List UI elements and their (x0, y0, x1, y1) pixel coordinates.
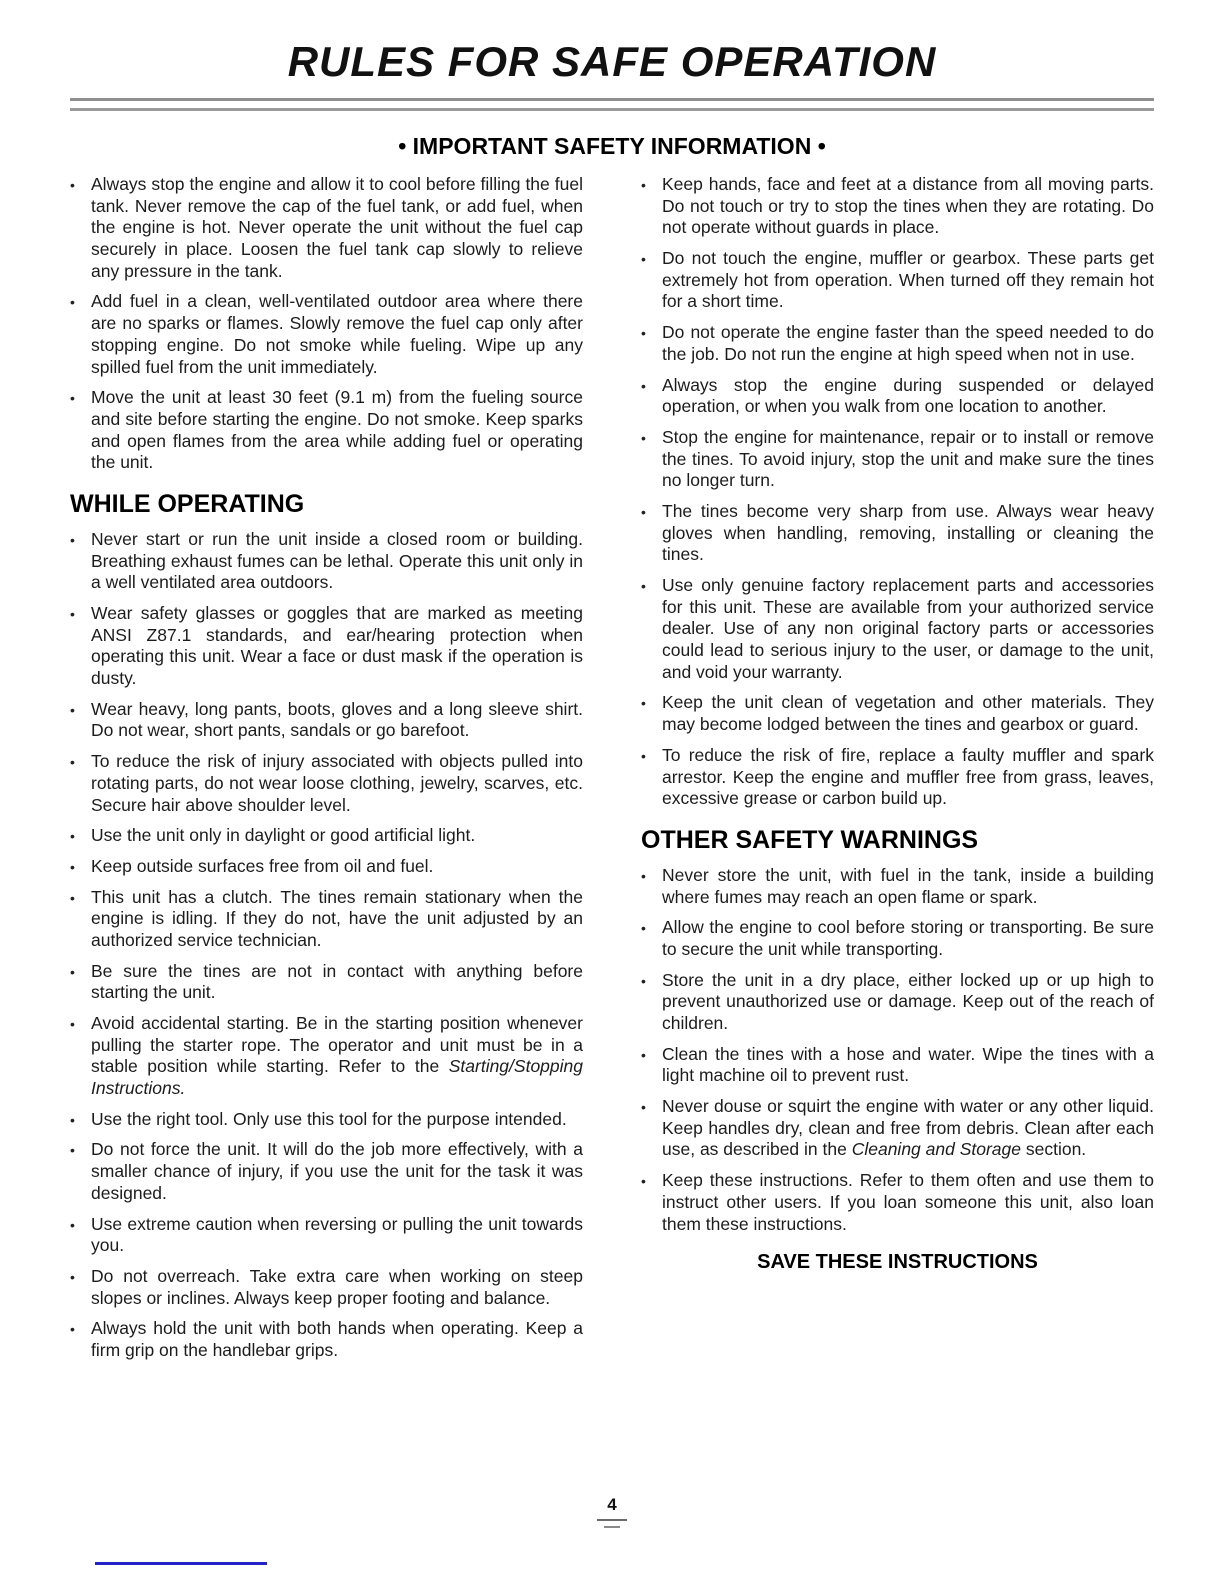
bullet-icon: • (70, 858, 75, 875)
bullet-icon: • (641, 747, 646, 764)
page-number-tick (604, 1526, 620, 1528)
rule-text: Never douse or squirt the engine with water or any other liquid. Keep handles dry, clean and free from debris. Clean after each use, as described in the Cleaning and Storage section. (662, 1096, 1154, 1160)
safety-rule-item (70, 1318, 583, 1361)
rule-text: Use the unit only in daylight or good artificial light. (91, 825, 476, 846)
safety-rule-item (641, 174, 1154, 239)
safety-rule-item (641, 1044, 1154, 1087)
safety-rule-item (70, 529, 583, 594)
title-divider-bottom (70, 108, 1154, 111)
save-these-instructions: SAVE THESE INSTRUCTIONS (757, 1251, 1038, 1274)
rule-text: Do not touch the engine, muffler or gearbox. These parts get extremely hot from operation. When turned off they remain hot for a short time. (662, 248, 1154, 312)
bullet-icon: • (641, 377, 646, 394)
safety-rule-item (641, 970, 1154, 1035)
bullet-icon: • (70, 294, 75, 311)
bullet-icon: • (70, 177, 75, 193)
safety-rule-item (70, 1013, 583, 1100)
rule-text: Always hold the unit with both hands when operating. Keep a firm grip on the handlebar grips. (91, 1318, 583, 1360)
bullet-icon: • (70, 963, 75, 980)
safety-rule-item (641, 248, 1154, 313)
fueling-rules-list (70, 174, 583, 474)
rule-text: Allow the engine to cool before storing or transporting. Be sure to secure the unit while transporting. (662, 917, 1154, 959)
rule-text: Do not overreach. Take extra care when working on steep slopes or inclines. Always keep proper footing and balance. (91, 1265, 583, 1308)
bottom-link-underline (95, 1562, 267, 1565)
rule-text: Store the unit in a dry place, either locked up or up high to prevent unauthorized use or damage. Keep out of the reach of children. (662, 969, 1154, 1033)
rule-text: Never start or run the unit inside a closed room or building. Breathing exhaust fumes can be lethal. Operate this unit only in a well ventilated area outdoors. (91, 528, 583, 593)
rule-text: Keep outside surfaces free from oil and fuel. (91, 855, 434, 876)
safety-rule-item (70, 825, 583, 847)
rule-text: Use only genuine factory replacement parts and accessories for this unit. These are available from your authorized service dealer. Use of any non original factory parts or accessories could lead to serious injury to the user, or damage to the unit, and void your warranty. (662, 575, 1154, 682)
rule-text: To reduce the risk of fire, replace a faulty muffler and spark arrestor. Keep the engine and muffler free from grass, leaves, excessive grease or carbon build up. (662, 744, 1154, 809)
bullet-icon: • (641, 503, 646, 520)
safety-rule-item (70, 174, 583, 282)
bullet-icon: • (70, 889, 75, 906)
bullet-icon: • (641, 1173, 646, 1190)
rule-text: Do not operate the engine faster than the speed needed to do the job. Do not run the engine at high speed when not in use. (662, 322, 1154, 364)
rule-text: Keep these instructions. Refer to them often and use them to instruct other users. If you loan someone this unit, also loan them these instructions. (662, 1170, 1154, 1234)
right-column (641, 174, 1154, 1371)
bullet-icon: • (70, 390, 75, 407)
rule-text: Be sure the tines are not in contact with anything before starting the unit. (91, 960, 583, 1003)
bullet-icon: • (70, 828, 75, 845)
safety-rule-item (641, 322, 1154, 365)
rule-text: Use the right tool. Only use this tool for the purpose intended. (91, 1108, 567, 1129)
safety-rule-item (641, 1096, 1154, 1161)
rule-text: Keep hands, face and feet at a distance from all moving parts. Do not touch or try to stop the tines when they are rotating. Do not operate without guards in place. (662, 174, 1154, 238)
two-column-body (0, 174, 1224, 1371)
bullet-icon: • (70, 531, 75, 548)
bullet-icon: • (641, 867, 646, 884)
bullet-icon: • (641, 251, 646, 268)
operating-rules-list (70, 529, 583, 1362)
bullet-icon: • (70, 701, 75, 718)
rule-text: Clean the tines with a hose and water. Wipe the tines with a light machine oil to prevent rust. (662, 1043, 1154, 1086)
safety-rule-item (70, 603, 583, 690)
safety-rule-item (641, 865, 1154, 908)
safety-rule-item (70, 291, 583, 378)
page-footer (0, 1495, 1224, 1528)
bullet-icon: • (70, 1268, 75, 1285)
safety-rule-item (70, 1214, 583, 1257)
bullet-icon: • (70, 1321, 75, 1338)
safety-rule-item (641, 1170, 1154, 1235)
bullet-icon: • (641, 1046, 646, 1063)
left-column (70, 174, 583, 1371)
bullet-icon: • (70, 1016, 75, 1032)
important-safety-heading: • IMPORTANT SAFETY INFORMATION • (398, 133, 826, 159)
safety-rule-item (70, 1266, 583, 1309)
safety-rule-item (641, 575, 1154, 683)
rule-text: Move the unit at least 30 feet (9.1 m) from the fueling source and site before starting the engine. Do not smoke. Keep sparks and open flames from the area while adding fuel or operating the unit. (91, 387, 583, 473)
rule-text: This unit has a clutch. The tines remain stationary when the engine is idling. If they do not, have the unit adjusted by an authorized service technician. (91, 886, 583, 950)
while-operating-heading: WHILE OPERATING (70, 489, 305, 518)
rule-text: Do not force the unit. It will do the job more effectively, with a smaller chance of injury, if you use the unit for the task it was designed. (91, 1139, 583, 1203)
rule-text: Wear heavy, long pants, boots, gloves and a long sleeve shirt. Do not wear, short pants, sandals or go barefoot. (91, 698, 583, 741)
safety-rule-item (70, 856, 583, 878)
page-number-underline (597, 1519, 627, 1521)
bullet-icon: • (641, 695, 646, 712)
rule-text: Always stop the engine and allow it to cool before filling the fuel tank. Never remove the cap of the fuel tank, or add fuel, when the engine is hot. Never operate the unit without the fuel cap securely in place. Loosen the fuel tank cap slowly to relieve any pressure in the tank. (91, 174, 583, 281)
bullet-icon: • (641, 177, 646, 193)
bullet-icon: • (70, 754, 75, 771)
rule-text: To reduce the risk of injury associated with objects pulled into rotating parts, do not wear loose clothing, jewelry, scarves, etc. Secure hair above shoulder level. (91, 751, 583, 815)
safety-rule-item (641, 501, 1154, 566)
safety-rule-item (641, 692, 1154, 735)
page-title: RULES FOR SAFE OPERATION (287, 38, 937, 85)
other-safety-warnings-heading: OTHER SAFETY WARNINGS (641, 825, 979, 854)
rule-text: Always stop the engine during suspended or delayed operation, or when you walk from one location to another. (662, 374, 1154, 417)
safety-rule-item (641, 375, 1154, 418)
bullet-icon: • (641, 429, 646, 446)
safety-rule-item (70, 1109, 583, 1131)
safety-rule-item (70, 751, 583, 816)
page-number: 4 (607, 1495, 617, 1514)
rule-text: Stop the engine for maintenance, repair or to install or remove the tines. To avoid injury, stop the unit and make sure the tines no longer turn. (662, 426, 1154, 491)
bullet-icon: • (641, 972, 646, 989)
bullet-icon: • (70, 1142, 75, 1159)
safety-rule-item (70, 387, 583, 474)
safety-rule-item (70, 961, 583, 1004)
bullet-icon: • (641, 920, 646, 937)
bullet-icon: • (70, 1111, 75, 1128)
rule-text: Keep the unit clean of vegetation and other materials. They may become lodged between the tines and gearbox or guard. (662, 692, 1154, 735)
general-safety-rules-list (641, 174, 1154, 810)
safety-rule-item (70, 699, 583, 742)
safety-rule-item (70, 1139, 583, 1204)
safety-rule-item (641, 917, 1154, 960)
bullet-icon: • (70, 606, 75, 622)
safety-rule-item (70, 887, 583, 952)
bullet-icon: • (641, 325, 646, 342)
bullet-icon: • (641, 578, 646, 594)
rule-text: Wear safety glasses or goggles that are marked as meeting ANSI Z87.1 standards, and ear/hearing protection when operating this unit. Wear a face or dust mask if the operation is dusty. (91, 603, 583, 689)
rule-text: The tines become very sharp from use. Always wear heavy gloves when handling, removing, installing or cleaning the tines. (662, 500, 1154, 565)
rule-text: Never store the unit, with fuel in the tank, inside a building where fumes may reach an open flame or spark. (662, 864, 1154, 907)
bullet-icon: • (641, 1099, 646, 1116)
storage-warnings-list (641, 865, 1154, 1235)
rule-text: Avoid accidental starting. Be in the starting position whenever pulling the starter rope. The operator and unit must be in a stable position while starting. Refer to the Starting/Stopping Instructions. (91, 1013, 583, 1099)
rule-text: Use extreme caution when reversing or pulling the unit towards you. (91, 1213, 583, 1256)
safety-rule-item (641, 745, 1154, 810)
rule-text: Add fuel in a clean, well-ventilated outdoor area where there are no sparks or flames. Slowly remove the fuel cap only after stopping engine. Do not smoke while fueling. Wipe up any spilled fuel from the unit immediately. (91, 291, 583, 377)
title-divider-top (70, 98, 1154, 101)
safety-rule-item (641, 427, 1154, 492)
bullet-icon: • (70, 1216, 75, 1233)
